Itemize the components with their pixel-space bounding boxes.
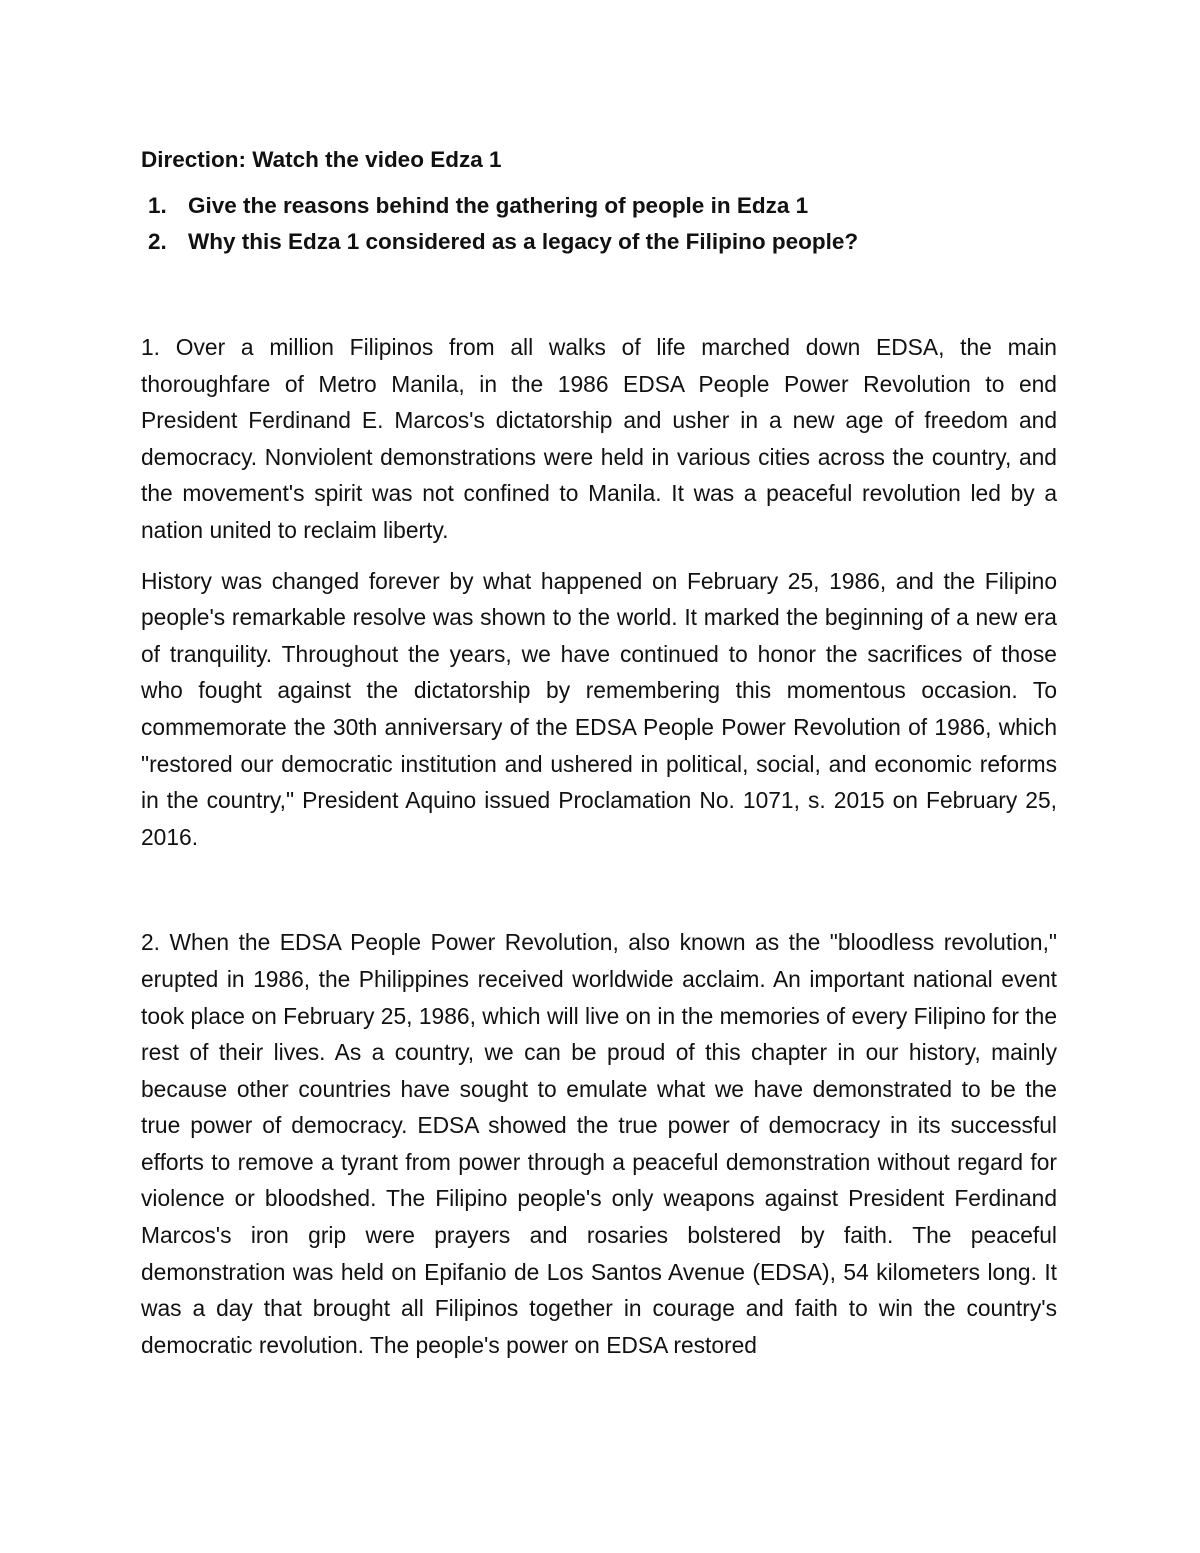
question-number: 2.	[148, 229, 167, 254]
question-item	[141, 188, 1057, 224]
question-text: Why this Edza 1 considered as a legacy of the Filipino people?	[188, 229, 859, 254]
direction-heading: Direction: Watch the video Edza 1	[141, 147, 502, 172]
question-list	[141, 188, 1057, 260]
answer-2-paragraph-1: 2. When the EDSA People Power Revolution, also known as the "bloodless revolution," erupted in 1986, the Philippines received worldwide acclaim. An important national event took place on February 25, 1986, which will live on in the memories of every Filipino for the rest of their lives. As a country, we can be proud of this chapter in our history, mainly because other countries have sought to emulate what we have demonstrated to be the true power of democracy. EDSA showed the true power of democracy in its successful efforts to remove a tyrant from power through a peaceful demonstration without regard for violence or bloodshed. The Filipino people's only weapons against President Ferdinand Marcos's iron grip were prayers and rosaries bolstered by faith. The peaceful demonstration was held on Epifanio de Los Santos Avenue (EDSA), 54 kilometers long. It was a day that brought all Filipinos together in courage and faith to win the country's democratic revolution. The people's power on EDSA restored	[141, 929, 1057, 1358]
question-text: Give the reasons behind the gathering of people in Edza 1	[188, 193, 809, 218]
question-number: 1.	[148, 193, 167, 218]
answer-1-paragraph-2: History was changed forever by what happened on February 25, 1986, and the Filipino people's remarkable resolve was shown to the world. It marked the beginning of a new era of tranquility. Throughout the years, we have continued to honor the sacrifices of those who fought against the dictatorship by remembering this momentous occasion. To commemorate the 30th anniversary of the EDSA People Power Revolution of 1986, which "restored our democratic institution and ushered in political, social, and economic reforms in the country," President Aquino issued Proclamation No. 1071, s. 2015 on February 25, 2016.	[141, 567, 1057, 850]
question-item	[141, 224, 1057, 260]
document-page	[141, 142, 1057, 1363]
answer-1-paragraph-1: 1. Over a million Filipinos from all walks of life marched down EDSA, the main thoroughfare of Metro Manila, in the 1986 EDSA People Power Revolution to end President Ferdinand E. Marcos's dictatorship and usher in a new age of freedom and democracy. Nonviolent demonstrations were held in various cities across the country, and the movement's spirit was not confined to Manila. It was a peaceful revolution led by a nation united to reclaim liberty.	[141, 334, 1057, 543]
